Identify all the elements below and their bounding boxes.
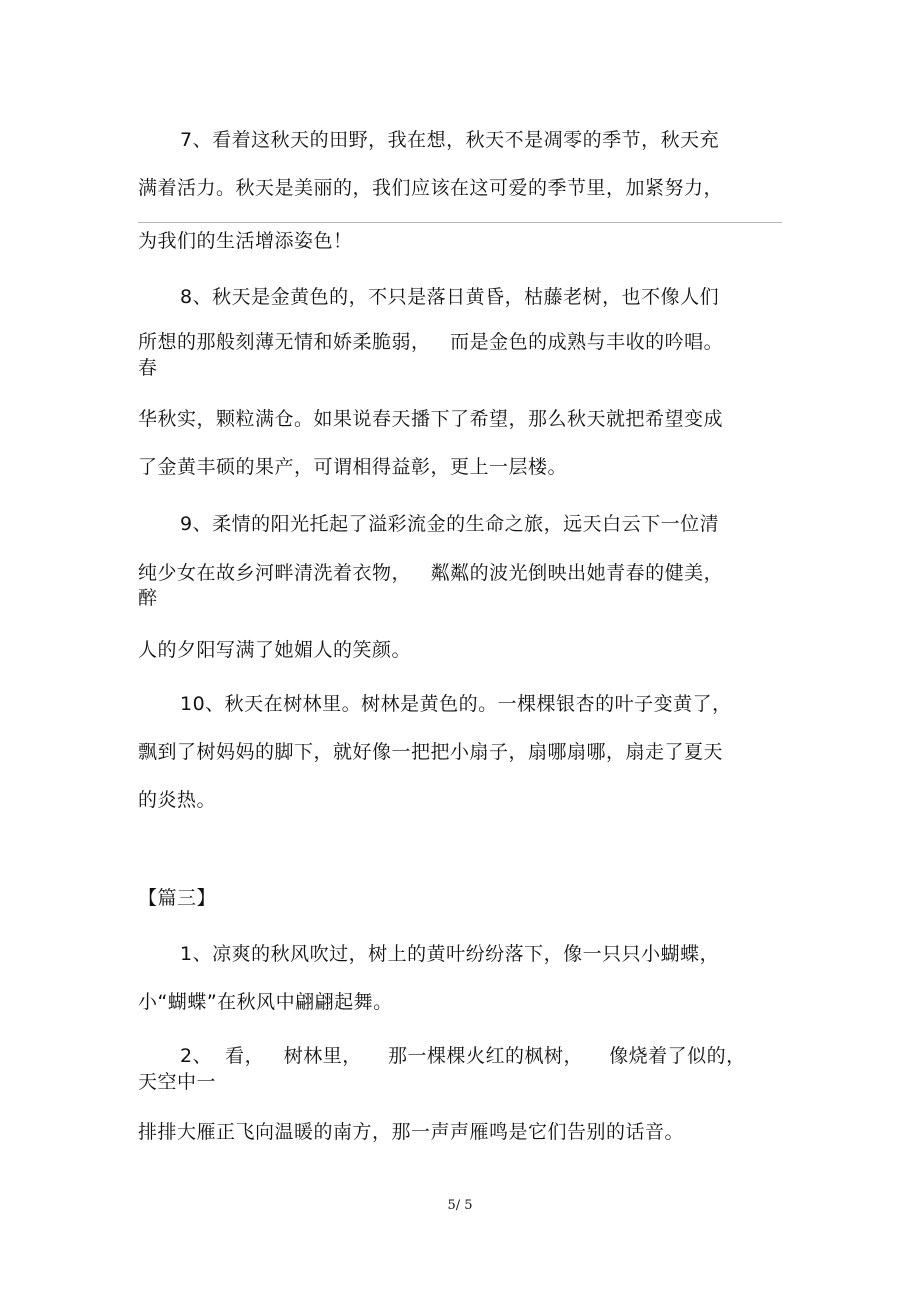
text-line: 8、秋天是金黄色的，不只是落日黄昏，枯藤老树，也不像人们 [180, 286, 720, 308]
text-line: 飘到了树妈妈的脚下，就好像一把把小扇子，扇哪扇哪，扇走了夏天 [138, 741, 724, 763]
text-line: 9、柔情的阳光托起了溢彩流金的生命之旅，远天白云下一位清 [180, 513, 720, 535]
text-line: 天空中一 [138, 1071, 217, 1093]
horizontal-rule [138, 222, 782, 223]
text-line: 10、秋天在树林里。树林是黄色的。一棵棵银杏的叶子变黄了， [180, 693, 732, 715]
text-line: 醉 [138, 587, 158, 609]
section-heading: 【篇三】 [138, 887, 217, 909]
text-line: 华秋实，颗粒满仓。如果说春天播下了希望，那么秋天就把希望变成 [138, 408, 724, 430]
text-line: 人的夕阳写满了她媚人的笑颜。 [138, 639, 412, 661]
text-line: 1、凉爽的秋风吹过，树上的黄叶纷纷落下，像一只只小蝴蝶， [180, 943, 720, 965]
text-line: 2、 看， 树林里， 那一棵棵火红的枫树， 像烧着了似的， [180, 1045, 746, 1067]
text-line: 所想的那般刻薄无情和娇柔脆弱， 而是金色的成熟与丰收的吟唱。 [138, 331, 724, 353]
page-number: 5/ 5 [447, 1198, 473, 1213]
text-line: 了金黄丰硕的果产，可谓相得益彰，更上一层楼。 [138, 456, 568, 478]
text-line: 的炎热。 [138, 789, 217, 811]
text-line: 纯少女在故乡河畔清洗着衣物， 粼粼的波光倒映出她青春的健美， [138, 562, 724, 584]
text-line: 为我们的生活增添姿色！ [138, 230, 353, 252]
text-line: 春 [138, 357, 158, 379]
text-line: 小“蝴蝶”在秋风中翩翩起舞。 [138, 991, 393, 1013]
text-line: 7、看着这秋天的田野，我在想，秋天不是凋零的季节，秋天充 [180, 129, 720, 151]
text-line: 满着活力。秋天是美丽的，我们应该在这可爱的季节里，加紧努力， [138, 177, 724, 199]
text-line: 排排大雁正飞向温暖的南方，那一声声雁鸣是它们告别的话音。 [138, 1121, 685, 1143]
